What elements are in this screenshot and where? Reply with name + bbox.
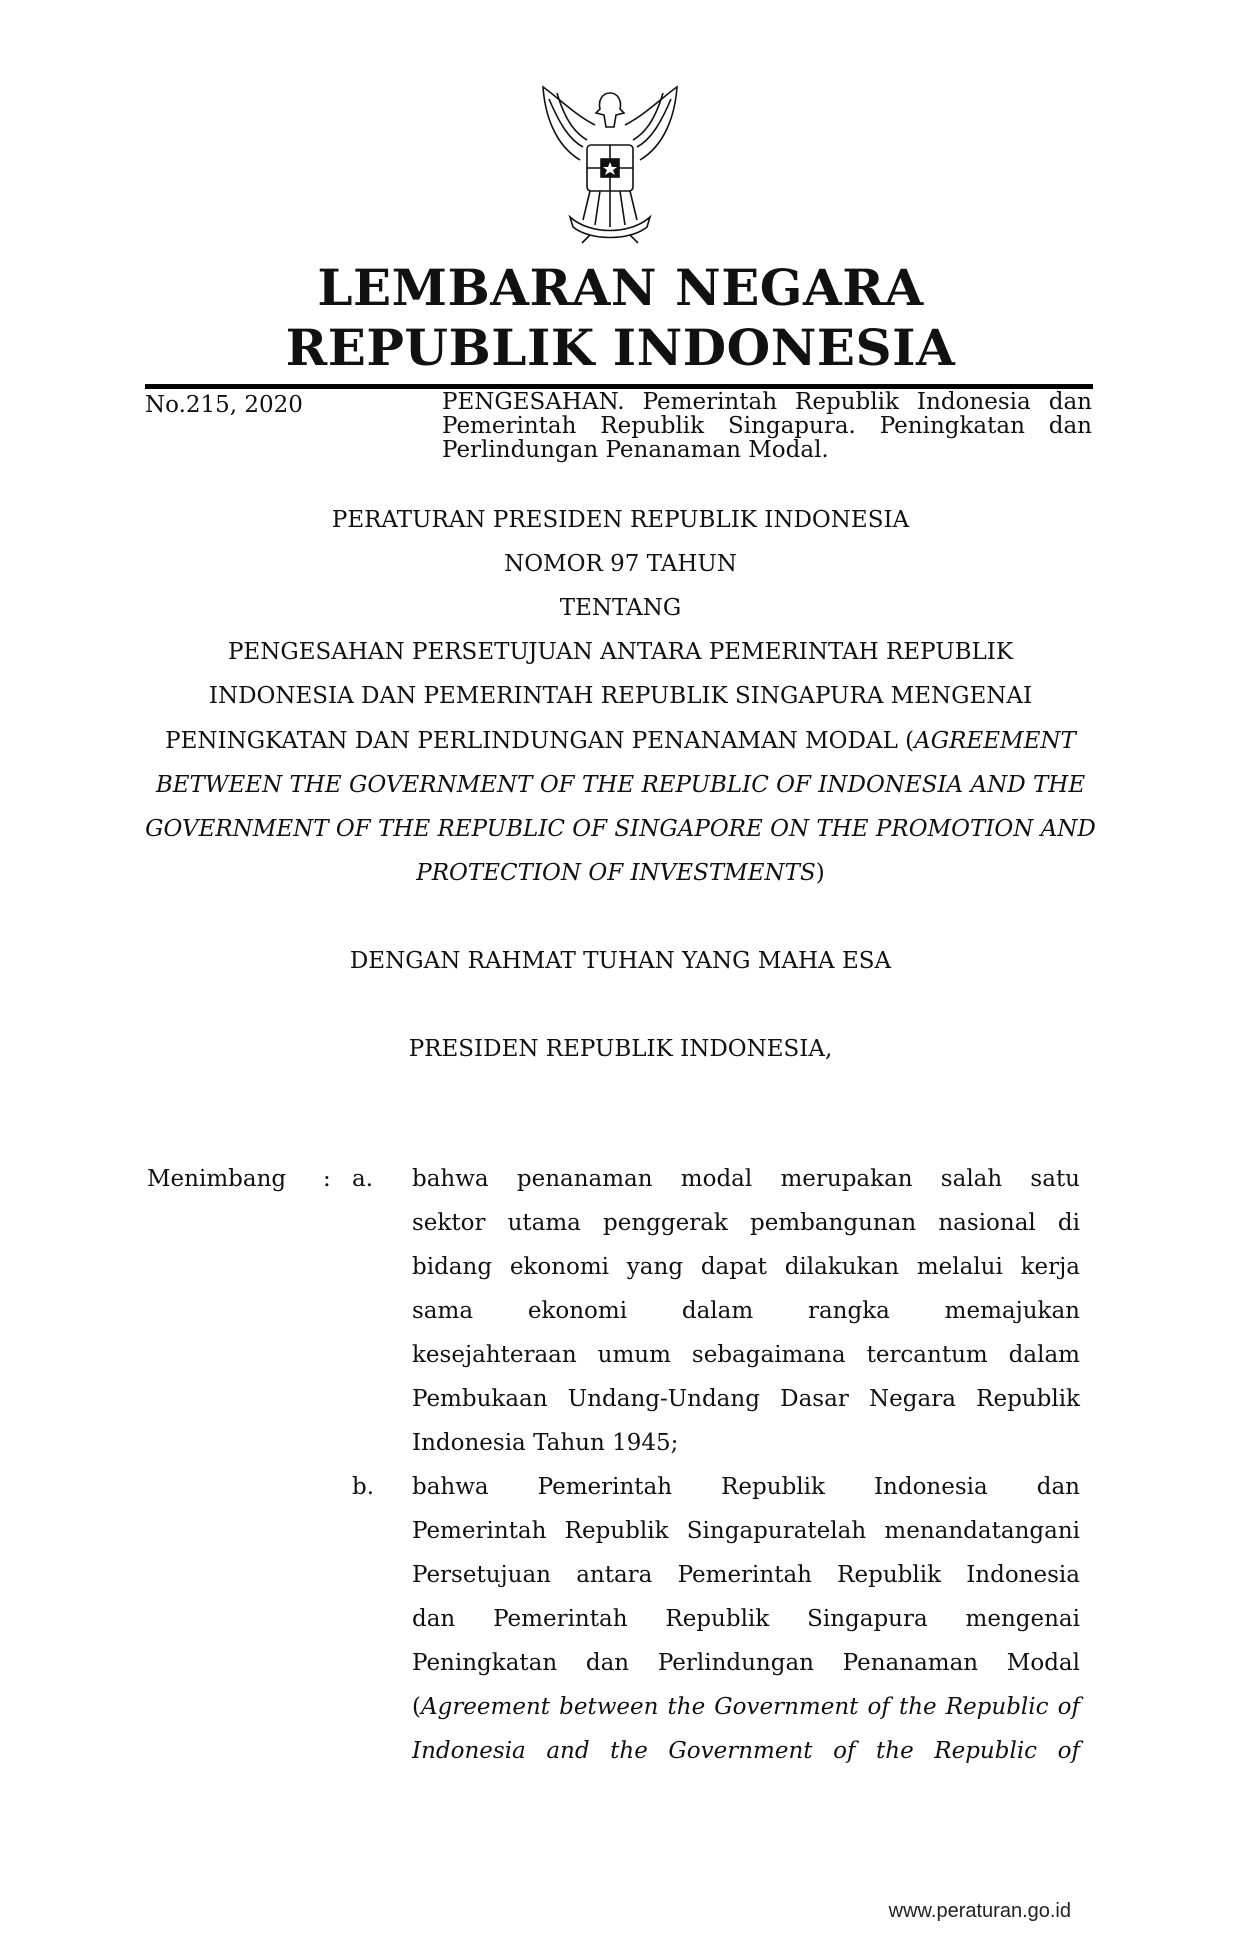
- summary-line: Perlindungan Penanaman Modal.: [442, 437, 829, 463]
- text-segment: Indonesia Tahun 1945;: [412, 1430, 679, 1456]
- heading-line: [0, 637, 1241, 667]
- item-line: [412, 1252, 1080, 1282]
- text-segment: sama ekonomi dalam rangka memajukan: [412, 1298, 1080, 1324]
- heading-line: [0, 505, 1241, 535]
- gazette-number: No.215, 2020: [145, 392, 303, 418]
- italic-text: AGREEMENT: [914, 728, 1076, 754]
- italic-text: Agreement between the Government of the Republic of: [420, 1694, 1080, 1720]
- heading-line: [0, 593, 1241, 623]
- text-segment: PENINGKATAN DAN PERLINDUNGAN PENANAMAN MODAL (: [165, 728, 915, 754]
- text-segment: PENGESAHAN PERSETUJUAN ANTARA PEMERINTAH REPUBLIK: [227, 639, 1014, 665]
- text-segment: (: [412, 1694, 421, 1720]
- item-marker: a.: [352, 1166, 374, 1192]
- heading-line: [0, 549, 1241, 579]
- item-line: [412, 1164, 1080, 1194]
- heading-line: [0, 858, 1241, 888]
- text-segment: TENTANG: [559, 595, 682, 621]
- text-segment: bahwa Pemerintah Republik Indonesia dan: [412, 1474, 1080, 1500]
- item-line: [412, 1472, 1080, 1502]
- text-segment: Peningkatan dan Perlindungan Penanaman Modal: [412, 1650, 1080, 1676]
- summary-line: Pemerintah Republik Singapura. Peningkatan dan: [442, 413, 1092, 439]
- text-segment: dan Pemerintah Republik Singapura mengenai: [412, 1606, 1080, 1632]
- item-marker: b.: [352, 1474, 375, 1500]
- item-line: [412, 1648, 1080, 1678]
- text-segment: sektor utama penggerak pembangunan nasional di: [412, 1210, 1080, 1236]
- item-line: [412, 1692, 1080, 1722]
- gazette-title-line2: REPUBLIK INDONESIA: [285, 318, 956, 377]
- heading-line: [0, 681, 1241, 711]
- text-segment: NOMOR 97 TAHUN: [504, 551, 737, 577]
- summary-line: PENGESAHAN. Pemerintah Republik Indonesia dan: [442, 389, 1092, 415]
- text-segment: PERATURAN PRESIDEN REPUBLIK INDONESIA: [331, 507, 910, 533]
- garuda-emblem-icon: [535, 85, 685, 245]
- text-segment: ): [815, 860, 825, 886]
- item-line: [412, 1516, 1080, 1546]
- italic-text: PROTECTION OF INVESTMENTS: [416, 860, 816, 886]
- footer-website: www.peraturan.go.id: [888, 1900, 1071, 1922]
- text-segment: bahwa penanaman modal merupakan salah satu: [412, 1166, 1080, 1192]
- item-line: [412, 1428, 1080, 1458]
- gazette-title-line1: LEMBARAN NEGARA: [317, 258, 924, 317]
- item-line: [412, 1208, 1080, 1238]
- heading-line: [0, 770, 1241, 800]
- text-segment: Pemerintah Republik Singapuratelah menandatangani: [412, 1518, 1080, 1544]
- text-segment: bidang ekonomi yang dapat dilakukan melalui kerja: [412, 1254, 1080, 1280]
- text-segment: Pembukaan Undang-Undang Dasar Negara Republik: [412, 1386, 1080, 1412]
- text-segment: INDONESIA DAN PEMERINTAH REPUBLIK SINGAPURA MENGENAI: [208, 683, 1033, 709]
- italic-text: BETWEEN THE GOVERNMENT OF THE REPUBLIC OF INDONESIA AND THE: [155, 772, 1086, 798]
- heading-line: [0, 814, 1241, 844]
- text-segment: kesejahteraan umum sebagaimana tercantum dalam: [412, 1342, 1080, 1368]
- heading-line: [0, 726, 1241, 756]
- considering-colon: :: [323, 1166, 331, 1192]
- preamble-president: PRESIDEN REPUBLIK INDONESIA,: [408, 1036, 833, 1062]
- item-line: [412, 1560, 1080, 1590]
- item-line: [412, 1604, 1080, 1634]
- considering-label: Menimbang: [147, 1166, 287, 1192]
- item-line: [412, 1736, 1080, 1766]
- preamble-grace: DENGAN RAHMAT TUHAN YANG MAHA ESA: [349, 948, 892, 974]
- item-line: [412, 1296, 1080, 1326]
- item-line: [412, 1340, 1080, 1370]
- item-line: [412, 1384, 1080, 1414]
- italic-text: Indonesia and the Government of the Republic of: [412, 1738, 1080, 1764]
- italic-text: GOVERNMENT OF THE REPUBLIC OF SINGAPORE ON THE PROMOTION AND: [145, 816, 1096, 842]
- gazette-summary: [442, 390, 1092, 462]
- text-segment: Persetujuan antara Pemerintah Republik Indonesia: [412, 1562, 1080, 1588]
